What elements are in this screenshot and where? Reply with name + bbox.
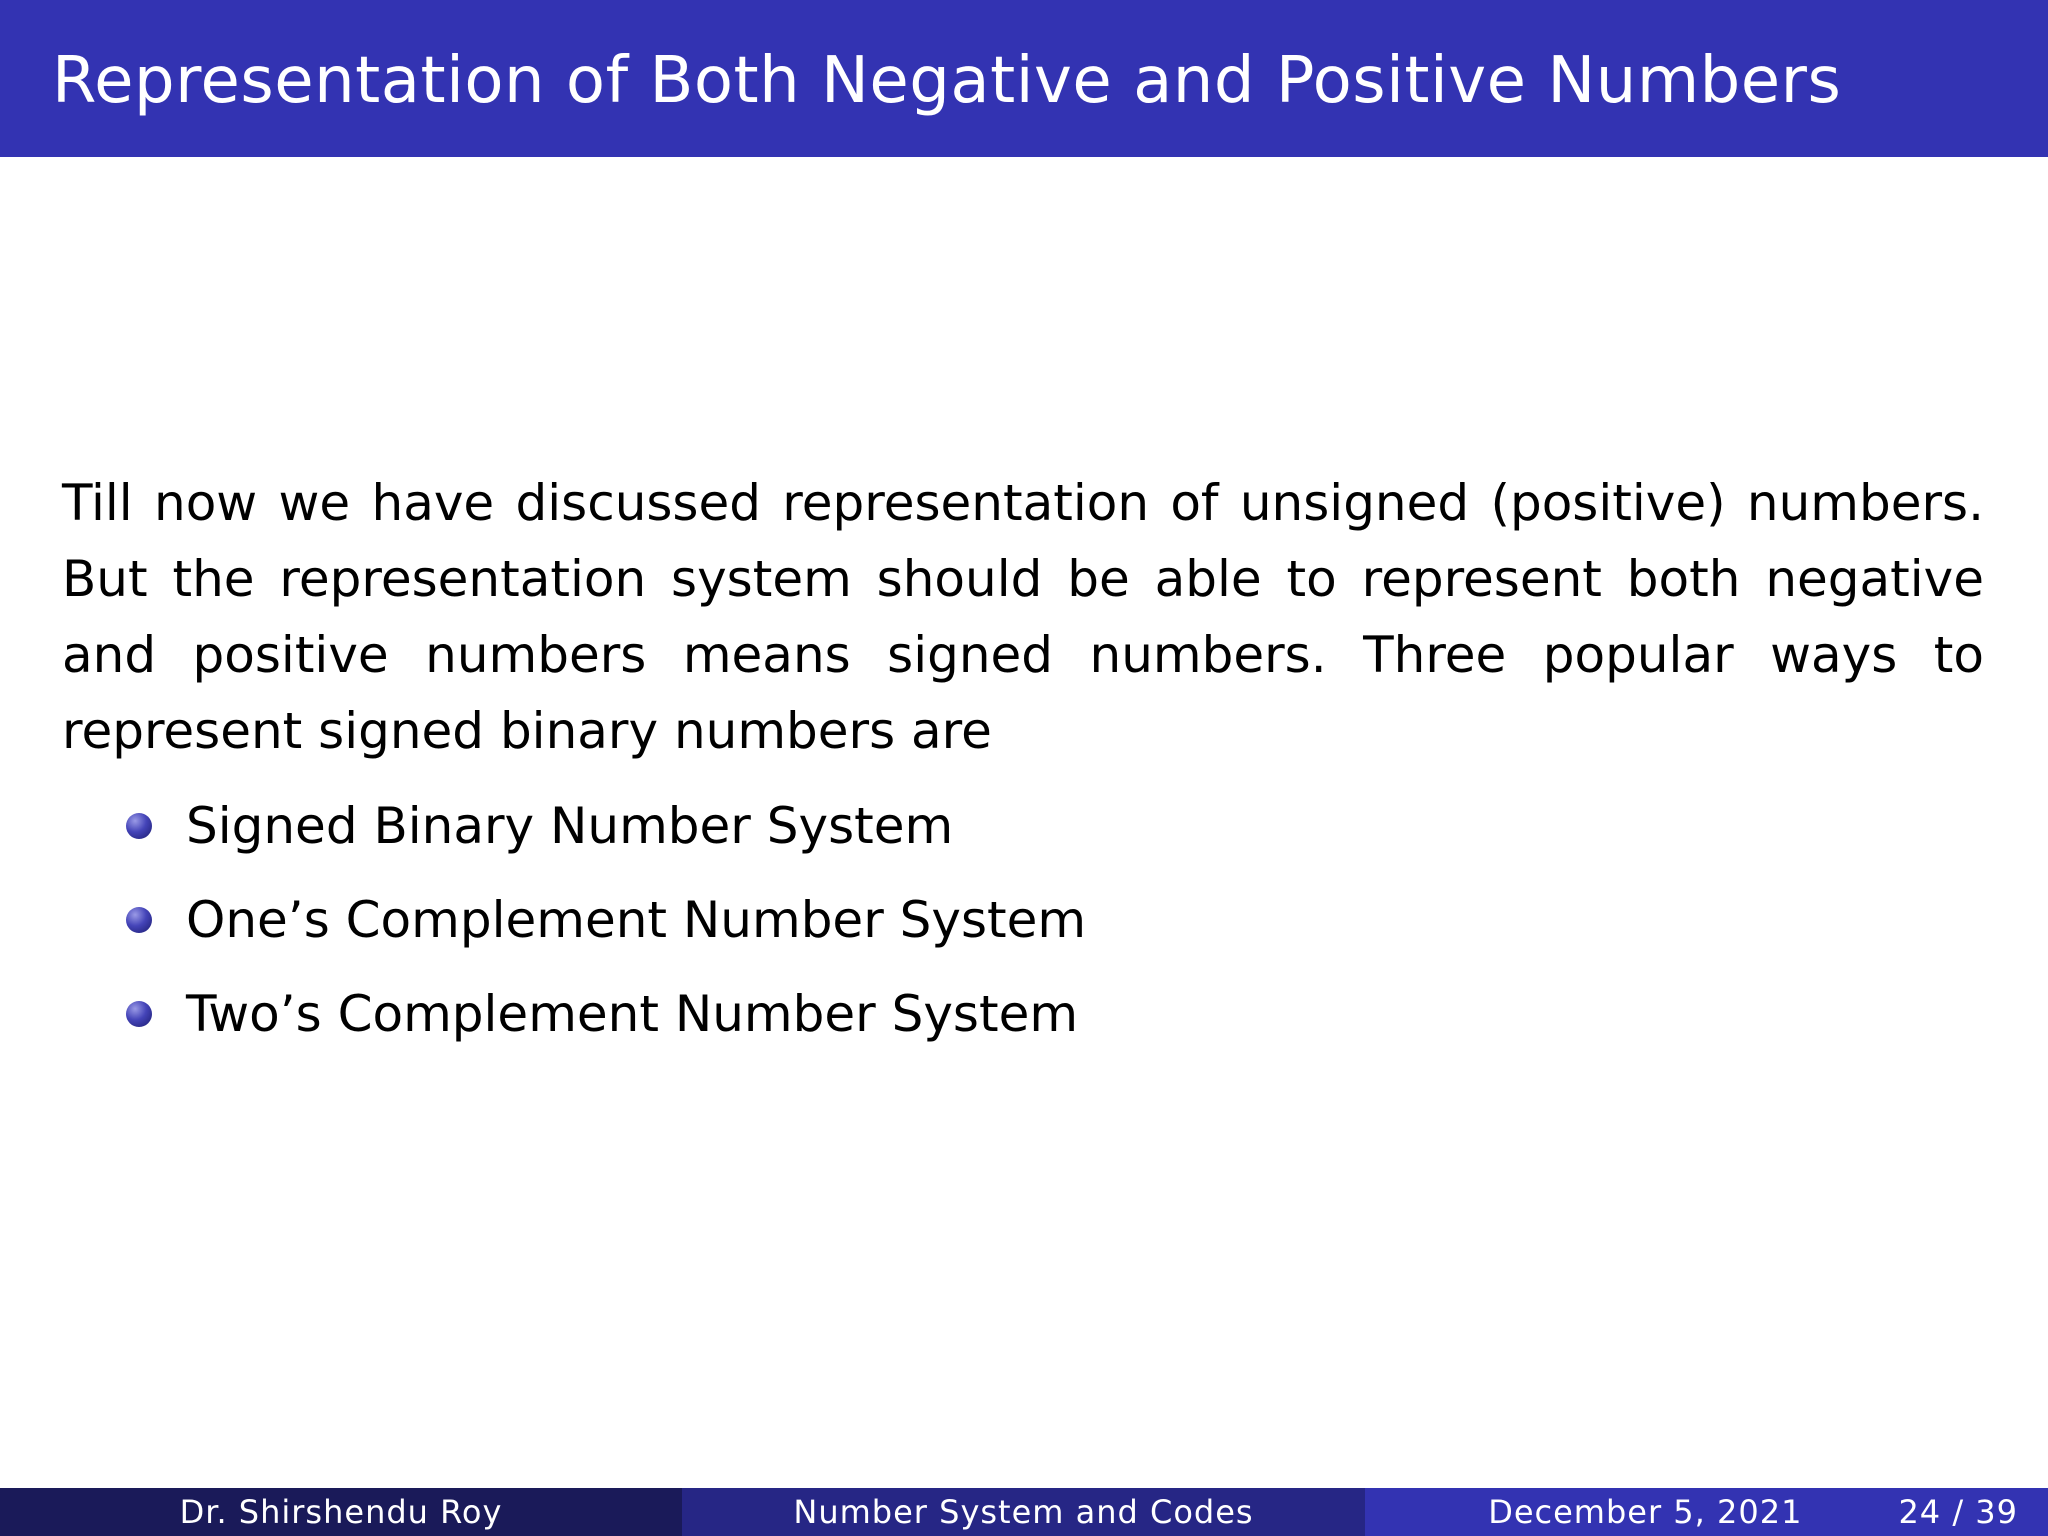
slide-content [62, 465, 1984, 1061]
bullet-icon [126, 813, 152, 839]
bullet-text: Two’s Complement Number System [186, 985, 1079, 1043]
bullet-text: One’s Complement Number System [186, 891, 1087, 949]
intro-paragraph: Till now we have discussed representation of unsigned (positive) numbers. But the representation system should be able to represent both negative and positive numbers means signed numbers. Three popular ways to represent signed binary numbers are [62, 474, 1984, 760]
slide-title: Representation of Both Negative and Positive Numbers [52, 44, 1842, 118]
list-item [62, 967, 1984, 1061]
footer-author: Dr. Shirshendu Roy [0, 1488, 682, 1536]
list-item [62, 873, 1984, 967]
bullet-icon [126, 907, 152, 933]
title-bar [0, 0, 2048, 157]
bullet-text: Signed Binary Number System [186, 797, 954, 855]
bullet-icon [126, 1001, 152, 1027]
bullet-list [62, 779, 1984, 1061]
footer-date: December 5, 2021 [1488, 1493, 1803, 1531]
footer-topic: Number System and Codes [682, 1488, 1365, 1536]
footer [0, 1488, 2048, 1536]
footer-right [1365, 1488, 2048, 1536]
list-item [62, 779, 1984, 873]
page-number: 24 / 39 [1898, 1493, 2018, 1531]
